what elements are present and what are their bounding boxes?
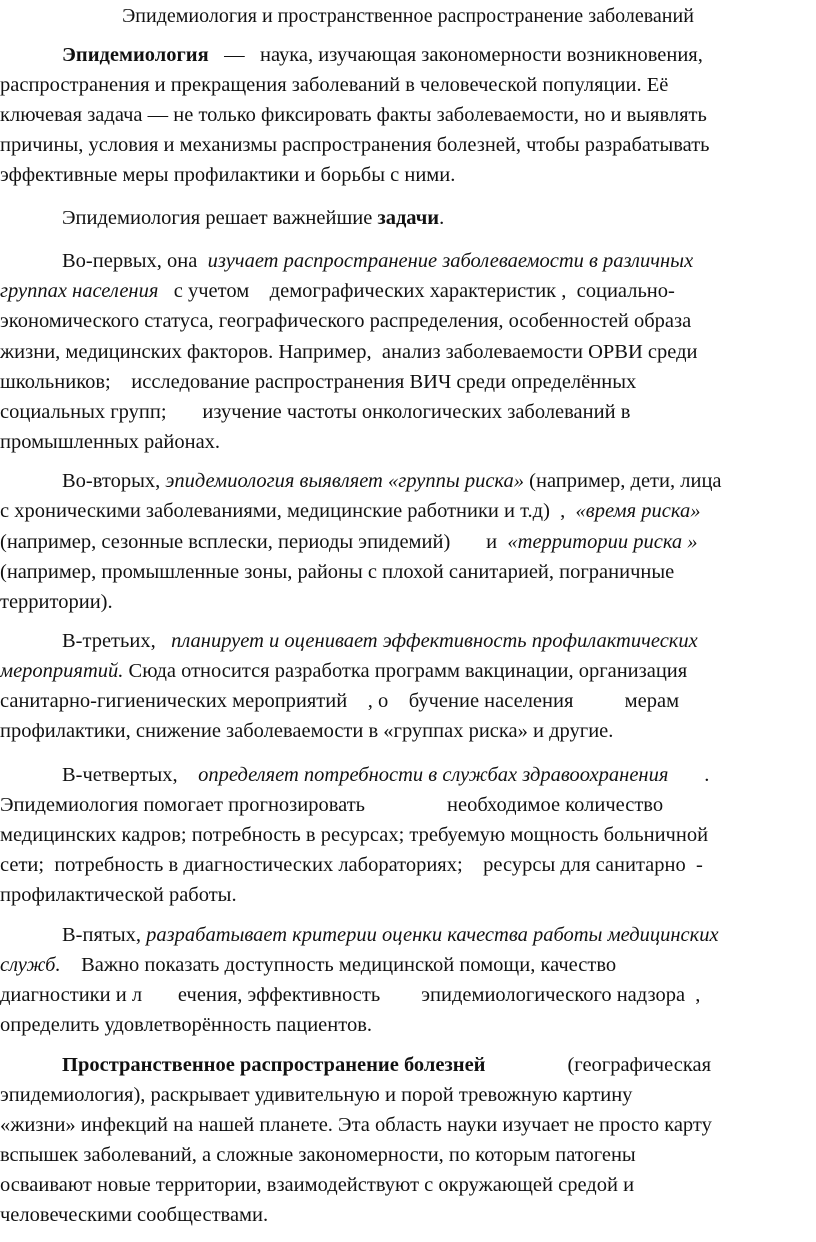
text-run: Важно показать доступность медицинской помощи, качество — [60, 954, 617, 976]
text-run: с хроническими заболеваниями, медицинские работники и т.д) , — [0, 500, 576, 522]
paragraph-line: эффективные меры профилактики и борьбы с ними. — [0, 164, 456, 186]
paragraph-line — [0, 656, 816, 686]
document-title: Эпидемиология и пространственное распространение заболеваний — [122, 5, 694, 27]
paragraph-line: (например, промышленные зоны, районы с плохой санитарией, пограничные — [0, 561, 675, 583]
text-run: (например, сезонные всплески, периоды эпидемий) и — [0, 531, 508, 553]
paragraph-line: жизни, медицинских факторов. Например, анализ заболеваемости ОРВИ среди — [0, 341, 698, 363]
paragraph-line: Эпидемиология помогает прогнозировать необходимое количество — [0, 794, 664, 816]
paragraph-line: диагностики и л ечения, эффективность эпидемиологического надзора , — [0, 984, 701, 1006]
text-run: — наука, изучающая закономерности возникновения, — [208, 44, 703, 66]
paragraph-line: вспышек заболеваний, а сложные закономерности, по которым патогены — [0, 1144, 636, 1166]
italic-run: эпидемиология выявляет «группы риска» — [165, 470, 525, 492]
paragraph-spatial-distribution-line — [62, 1050, 816, 1080]
paragraph-third-task-line — [62, 626, 816, 656]
italic-run: группах населения — [0, 280, 159, 302]
text-run: (например, дети, лица — [524, 470, 722, 492]
italic-run: разрабатывает критерии оценки качества работы медицинских — [146, 924, 719, 946]
paragraph-line: социальных групп; изучение частоты онкологических заболеваний в — [0, 401, 631, 423]
paragraph-line — [0, 950, 816, 980]
italic-run: мероприятий. — [0, 660, 124, 682]
paragraph-line: санитарно-гигиенических мероприятий , о бучение населения мерам — [0, 690, 680, 712]
text-run: с учетом демографических характеристик , социально- — [158, 280, 675, 302]
paragraph-tasks-intro — [62, 203, 816, 233]
paragraph-line: экономического статуса, географического распределения, особенностей образа — [0, 310, 692, 332]
text-run: Во-вторых, — [62, 470, 166, 492]
paragraph-line: осваивают новые территории, взаимодействуют с окружающей средой и — [0, 1174, 635, 1196]
italic-run: служб. — [0, 954, 61, 976]
term-epidemiology: Эпидемиология — [62, 44, 209, 66]
paragraph-line: промышленных районах. — [0, 431, 221, 453]
paragraph-line — [0, 276, 816, 306]
paragraph-line: эпидемиология), раскрывает удивительную и порой тревожную картину — [0, 1084, 633, 1106]
paragraph-second-task-line — [62, 466, 816, 496]
text-run: Сюда относится разработка программ вакцинации, организация — [123, 660, 688, 682]
paragraph-first-task-line — [62, 246, 816, 276]
paragraph-fifth-task-line — [62, 920, 816, 950]
text-run: Эпидемиология решает важнейшие — [62, 207, 378, 229]
italic-run: планирует и оценивает эффективность профилактических — [171, 630, 698, 652]
italic-run: определяет потребности в службах здравоохранения — [198, 764, 669, 786]
text-run: В-пятых, — [62, 924, 147, 946]
text-run: (географическая — [485, 1054, 712, 1076]
italic-run: «территории риска » — [507, 531, 698, 553]
paragraph-line — [0, 496, 816, 526]
term-spatial-distribution: Пространственное распространение болезней — [62, 1054, 486, 1076]
paragraph-line: человеческими сообществами. — [0, 1204, 269, 1226]
paragraph-line: территории). — [0, 591, 113, 613]
text-run: . — [439, 207, 445, 229]
italic-run: изучает распространение заболеваемости в различных — [207, 250, 694, 272]
paragraph-line: сети; потребность в диагностических лабораториях; ресурсы для санитарно - — [0, 854, 703, 876]
paragraph-fourth-task-line — [62, 760, 816, 790]
term-tasks: задачи — [377, 207, 440, 229]
text-run: В-третьих, — [62, 630, 172, 652]
paragraph-line: школьников; исследование распространения ВИЧ среди определённых — [0, 371, 637, 393]
text-run: Во-первых, она — [62, 250, 208, 272]
paragraph-line: профилактики, снижение заболеваемости в «группах риска» и другие. — [0, 720, 614, 742]
paragraph-line: ключевая задача — не только фиксировать факты заболеваемости, но и выявлять — [0, 104, 707, 126]
paragraph-line: причины, условия и механизмы распространения болезней, чтобы разрабатывать — [0, 134, 710, 156]
paragraph-epidemiology-definition-line — [62, 40, 816, 70]
paragraph-line — [0, 527, 816, 557]
paragraph-line: «жизни» инфекций на нашей планете. Эта область науки изучает не просто карту — [0, 1114, 712, 1136]
paragraph-line: медицинских кадров; потребность в ресурсах; требуемую мощность больничной — [0, 824, 709, 846]
paragraph-line: распространения и прекращения заболеваний в человеческой популяции. Её — [0, 74, 669, 96]
text-run: В-четвертых, — [62, 764, 199, 786]
paragraph-line: профилактической работы. — [0, 884, 237, 906]
paragraph-line: определить удовлетворённость пациентов. — [0, 1014, 372, 1036]
italic-run: «время риска» — [575, 500, 701, 522]
text-run: . — [668, 764, 710, 786]
